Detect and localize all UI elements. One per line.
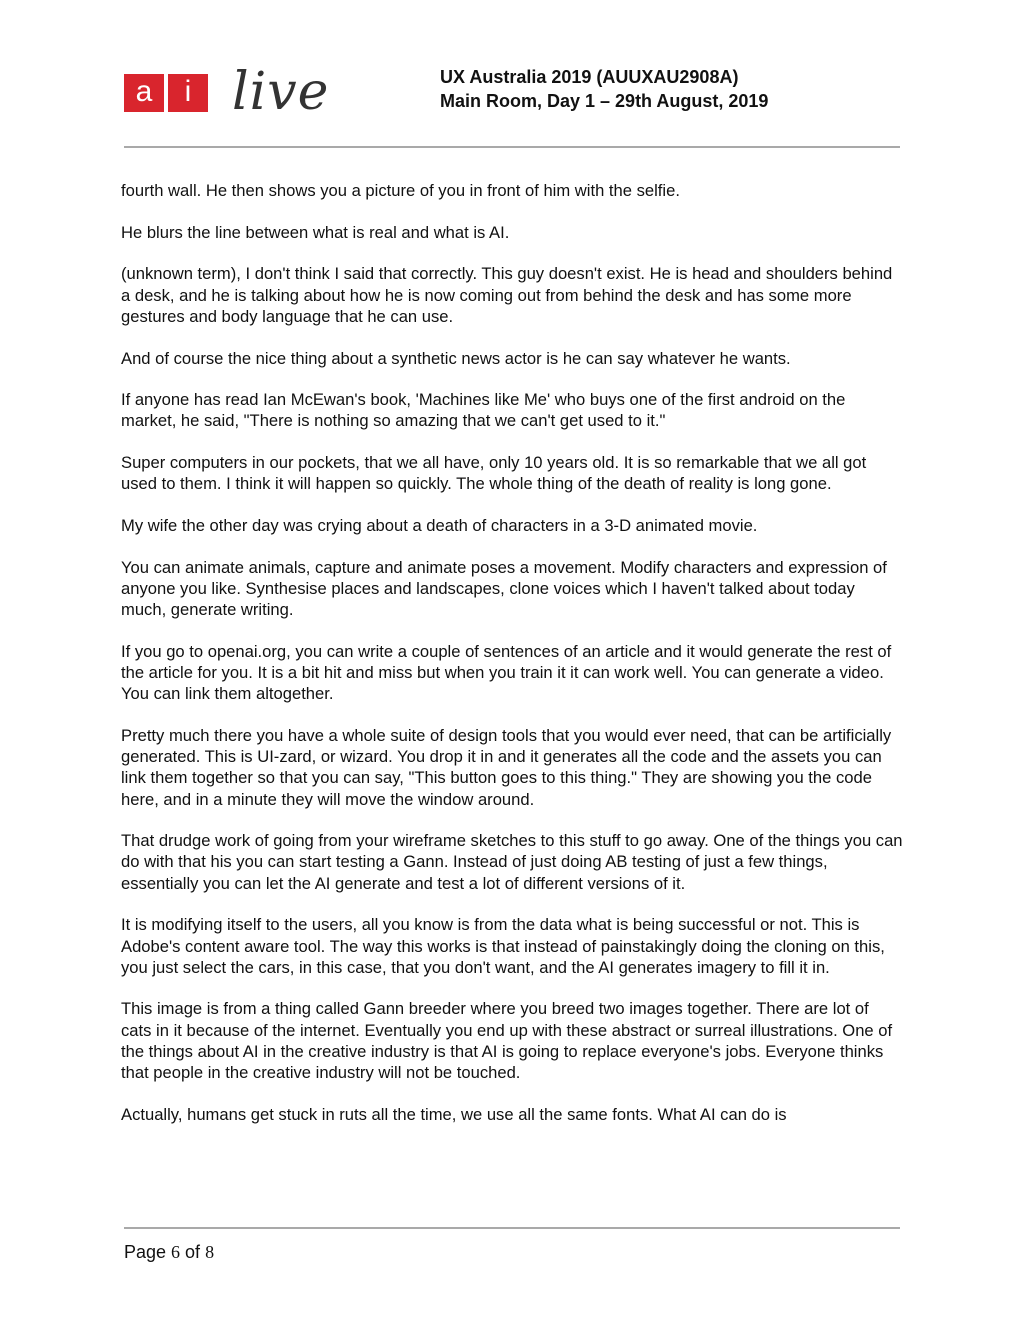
- footer-divider: [124, 1227, 900, 1229]
- page-footer: [124, 1240, 214, 1264]
- page-current: 6: [171, 1242, 181, 1262]
- paragraph: My wife the other day was crying about a death of characters in a 3-D animated movie.: [121, 516, 758, 536]
- session-title: Main Room, Day 1 – 29th August, 2019: [440, 91, 769, 111]
- paragraph: And of course the nice thing about a synthetic news actor is he can say whatever he wants.: [121, 348, 791, 368]
- logo-box-i: i: [168, 74, 208, 112]
- paragraph: If anyone has read Ian McEwan's book, 'Machines like Me' who buys one of the first android on the market, he said, "There is nothing so amazing that we can't get used to it.": [121, 390, 846, 431]
- paragraph: That drudge work of going from your wireframe sketches to this stuff to go away. One of the things you can do with that his you can start testing a Gann. Instead of just doing AB testing of just a few things, essentially you can let the AI generate and test a lot of different versions of it.: [121, 831, 903, 893]
- paragraph: fourth wall. He then shows you a picture of you in front of him with the selfie.: [121, 181, 680, 200]
- paragraph: It is modifying itself to the users, all you know is from the data what is being successful or not. This is Adobe's content aware tool. The way this works is that instead of painstakingly doing the cloning on this, you just select the cars, in this case, that you don't want, and the AI generates imagery to fill it in.: [121, 915, 885, 977]
- ai-live-logo: [124, 62, 340, 128]
- header-divider: [124, 146, 900, 148]
- page-total: 8: [205, 1242, 215, 1262]
- paragraph: Pretty much there you have a whole suite of design tools that you would ever need, that can be artificially generated. This is UI-zard, or wizard. You drop it in and it generates all the code and the assets you can link them together so that you can say, "This button goes to this thing." They are showing you the code here, and in a minute they will move the window around.: [121, 725, 892, 809]
- paragraph: Actually, humans get stuck in ruts all the time, we use all the same fonts. What AI can do is: [121, 1104, 787, 1124]
- event-title: UX Australia 2019 (AUUXAU2908A): [440, 67, 739, 87]
- of-label: of: [180, 1242, 206, 1262]
- page-label: Page: [124, 1242, 172, 1262]
- paragraph: This image is from a thing called Gann breeder where you breed two images together. There are lot of cats in it because of the internet. Eventually you end up with these abstract or surreal illustrations. One of the things about AI in the creative industry is that AI is going to replace everyone's jobs. Everyone thinks that people in the creative industry will not be touched.: [121, 999, 893, 1083]
- logo-wordmark: live: [232, 62, 330, 122]
- paragraph: If you go to openai.org, you can write a couple of sentences of an article and it would generate the rest of the article for you. It is a bit hit and miss but when you train it it can work well. You can generate a video. You can link them altogether.: [121, 641, 892, 704]
- transcript-body: [121, 180, 903, 1146]
- paragraph: (unknown term), I don't think I said that correctly. This guy doesn't exist. He is head and shoulders behind a desk, and he is talking about how he is now coming out from behind the desk and has some more gestures and body language that he can use.: [121, 264, 893, 326]
- document-header: [440, 65, 768, 113]
- paragraph: You can animate animals, capture and animate poses a movement. Modify characters and expression of anyone you like. Synthesise places and landscapes, clone voices which I haven't talked about today much, generate writing.: [121, 557, 887, 620]
- paragraph: Super computers in our pockets, that we all have, only 10 years old. It is so remarkable that we all got used to them. I think it will happen so quickly. The whole thing of the death of reality is long gone.: [121, 453, 867, 494]
- paragraph: He blurs the line between what is real and what is AI.: [121, 222, 510, 242]
- logo-box-a: a: [124, 74, 164, 112]
